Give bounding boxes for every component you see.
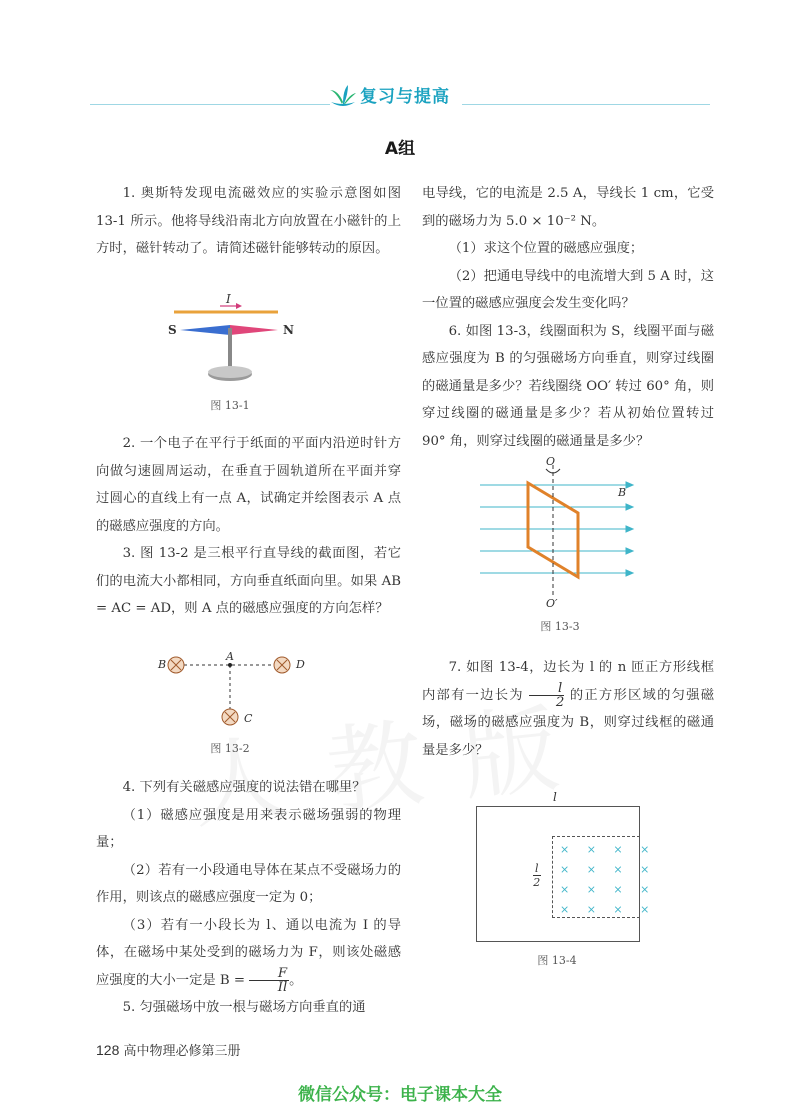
section-title: 复习与提高 xyxy=(360,87,450,107)
fig2-label-a: A xyxy=(226,650,234,663)
fig3-label-b: B xyxy=(618,486,627,499)
fig2-label-d: D xyxy=(296,658,305,671)
header-rule-left xyxy=(90,104,330,105)
fig3-label-o-prime: O′ xyxy=(546,597,558,610)
sprout-logo-icon xyxy=(328,84,358,112)
left-column-middle xyxy=(96,430,401,623)
fig4-label-l: l xyxy=(553,790,557,804)
wechat-watermark: 微信公众号：电子课本大全 xyxy=(298,1085,502,1105)
question-4-item-1: （1）磁感应强度是用来表示磁场强弱的物理量； xyxy=(96,807,401,850)
figure-13-2-caption: 图 13-2 xyxy=(210,742,250,755)
question-4-intro: 4. 下列有关磁感应强度的说法错在哪里？ xyxy=(122,780,366,795)
figure-13-4-field-marks xyxy=(560,840,650,920)
wire-d-icon xyxy=(274,657,290,673)
field-mark-row: × × × × xyxy=(560,883,650,896)
question-6: 6. 如图 13-3，线圈面积为 S，线圈平面与磁感应强度为 B 的匀强磁场方向垂直，则穿过线圈的磁通量是多少？若线圈绕 OO′ 转过 60° 角，则穿过线圈的磁通量是多少？若从初始位置转过 90° 角，则穿过线圈的磁通量是多少？ xyxy=(422,323,714,449)
question-5-item-1: （1）求这个位置的磁感应强度； xyxy=(448,241,644,256)
field-mark-row: × × × × xyxy=(560,863,650,876)
question-5-item-2: （2）把通电导线中的电流增大到 5 A 时，这一位置的磁感应强度会发生变化吗？ xyxy=(422,268,714,311)
fig4-label-half: $\frac{l}{2}$ xyxy=(533,862,541,889)
question-4-item-2: （2）若有一小段通电导体在某点不受磁场力的作用，则该点的磁感应强度一定为 0； xyxy=(96,862,401,905)
right-column xyxy=(422,180,714,455)
fraction-f-over-il: $\frac{F}{Il}$ xyxy=(249,967,289,994)
fig2-label-c: C xyxy=(244,712,253,725)
group-title: A组 xyxy=(384,139,416,159)
figure-13-3 xyxy=(480,455,640,615)
question-7: 7. 如图 13-4，边长为 l 的 n 匝正方形线框内部有一边长为 $\frac{l}{2}$ 的正方形区域的匀强磁场，磁场的磁感应强度为 B，则穿过线框的磁通量是多少？ xyxy=(422,660,715,758)
left-column xyxy=(96,180,401,263)
page-footer xyxy=(96,1040,241,1059)
book-title: 高中物理必修第三册 xyxy=(123,1044,241,1059)
wire-b-icon xyxy=(168,657,184,673)
figure-13-2 xyxy=(160,645,310,735)
question-3: 3. 图 13-2 是三根平行直导线的截面图，若它们的电流大小都相同，方向垂直纸面向里。如果 AB = AC = AD，则 A 点的磁感应强度的方向怎样？ xyxy=(96,546,401,616)
figure-13-4-caption: 图 13-4 xyxy=(537,954,577,967)
field-mark-row: × × × × xyxy=(560,843,650,856)
fig3-label-o: O xyxy=(546,455,556,468)
field-mark-row: × × × × xyxy=(560,903,650,916)
fig2-label-b: B xyxy=(158,658,167,671)
header-rule-right xyxy=(462,104,710,105)
fig1-label-n: N xyxy=(283,323,294,337)
page-number: 128 xyxy=(96,1042,120,1058)
question-2: 2. 一个电子在平行于纸面的平面内沿逆时针方向做匀速圆周运动，在垂直于圆轨道所在平面并穿过圆心的直线上有一点 A，试确定并绘图表示 A 点的磁感应强度的方向。 xyxy=(96,436,401,534)
fig1-label-current: I xyxy=(226,292,231,306)
fraction-l-over-2: $\frac{l}{2}$ xyxy=(529,682,564,709)
figure-13-1-caption: 图 13-1 xyxy=(210,399,250,412)
left-column-bottom xyxy=(96,774,401,1022)
question-5-continued: 电导线，它的电流是 2.5 A，导线长 1 cm，它受到的磁场力为 5.0 × 10⁻² N。 xyxy=(422,186,714,229)
figure-13-3-caption: 图 13-3 xyxy=(540,620,580,633)
question-4-item-3: （3）若有一小段长为 l、通以电流为 I 的导体，在磁场中某处受到的磁场力为 F，则该处磁感应强度的大小一定是 B = $\frac{F}{Il}$ 。 xyxy=(96,917,401,995)
wire-c-icon xyxy=(222,709,238,725)
right-column-bottom xyxy=(422,654,714,764)
question-1: 1. 奥斯特发现电流磁效应的实验示意图如图 13-1 所示。他将导线沿南北方向放置在小磁针的上方时，磁针转动了。请简述磁针能够转动的原因。 xyxy=(96,186,401,256)
question-5-start: 5. 匀强磁场中放一根与磁场方向垂直的通 xyxy=(122,1000,366,1015)
fig1-label-s: S xyxy=(168,323,177,337)
